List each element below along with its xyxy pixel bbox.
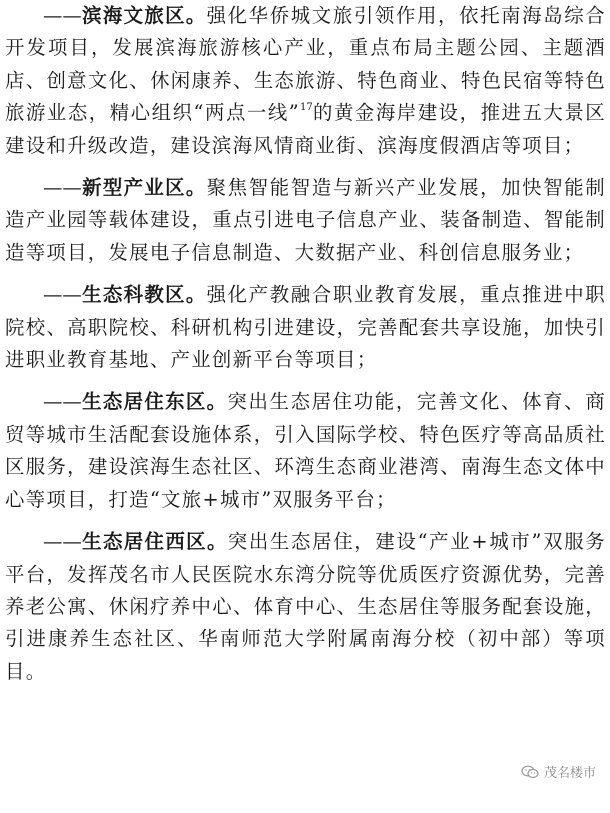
zone-title: 生态居住东区。	[81, 390, 228, 414]
zone-title: 生态居住西区。	[81, 530, 228, 554]
paragraph-text-continued: 的黄金海岸建设，推进五大景区建设和升级改造，建设滨海风情商业街、滨海度假酒店等项目；	[5, 101, 606, 157]
paragraph-text: 突出生态居住，建设“产业+城市”双服务平台，发挥茂名市人民医院水东湾分院等优质医疗资源优势，完善养老公寓、休闲疗养中心、体育中心、生态居住等服务配套设施，引进康养生态社区、华南师范大学附属南海分校（初中部）等项目。	[5, 530, 606, 683]
watermark-text: 茂名楼市	[543, 766, 596, 781]
paragraph-eco-education-zone	[5, 279, 606, 376]
paragraph-new-industry-zone	[5, 172, 606, 269]
paragraph-text: 强化华侨城文旅引领作用，依托南海岛综合开发项目，发展滨海旅游核心产业，重点布局主题公园、主题酒店、创意文化、休闲康养、生态旅游、特色商业、特色民宿等特色旅游业态，精心组织“两点一线”	[5, 4, 606, 125]
em-dash: ——	[43, 4, 82, 27]
watermark	[519, 761, 598, 782]
paragraph-text: 突出生态居住功能，完善文化、体育、商贸等城市生活配套设施体系，引入国际学校、特色医疗等高品质社区服务，建设滨海生态社区、环湾生态商业港湾、南海生态文体中心等项目，打造“文旅+城市”双服务平台；	[5, 390, 607, 511]
zone-title: 滨海文旅区。	[81, 4, 207, 27]
em-dash: ——	[43, 390, 82, 414]
zone-title: 新型产业区。	[81, 176, 207, 200]
paragraph-binhai-cultural-tourism-zone	[5, 0, 606, 162]
paragraph-eco-residential-west-zone	[5, 526, 606, 688]
paragraph-text: 强化产教融合职业教育发展，重点推进中职院校、高职院校、科研机构引进建设，完善配套共享设施，加快引进职业教育基地、产业创新平台等项目；	[5, 283, 606, 372]
paragraph-eco-residential-east-zone	[5, 386, 606, 516]
em-dash: ——	[43, 530, 82, 554]
em-dash: ——	[43, 283, 82, 307]
em-dash: ——	[43, 176, 82, 200]
footnote-marker: 17	[300, 102, 313, 114]
wechat-icon	[521, 765, 539, 779]
zone-title: 生态科教区。	[81, 283, 207, 307]
paragraph-text: 聚焦智能智造与新兴产业发展，加快智能制造产业园等载体建设，重点引进电子信息产业、装备制造、智能制造等项目，发展电子信息制造、大数据产业、科创信息服务业；	[5, 176, 606, 264]
